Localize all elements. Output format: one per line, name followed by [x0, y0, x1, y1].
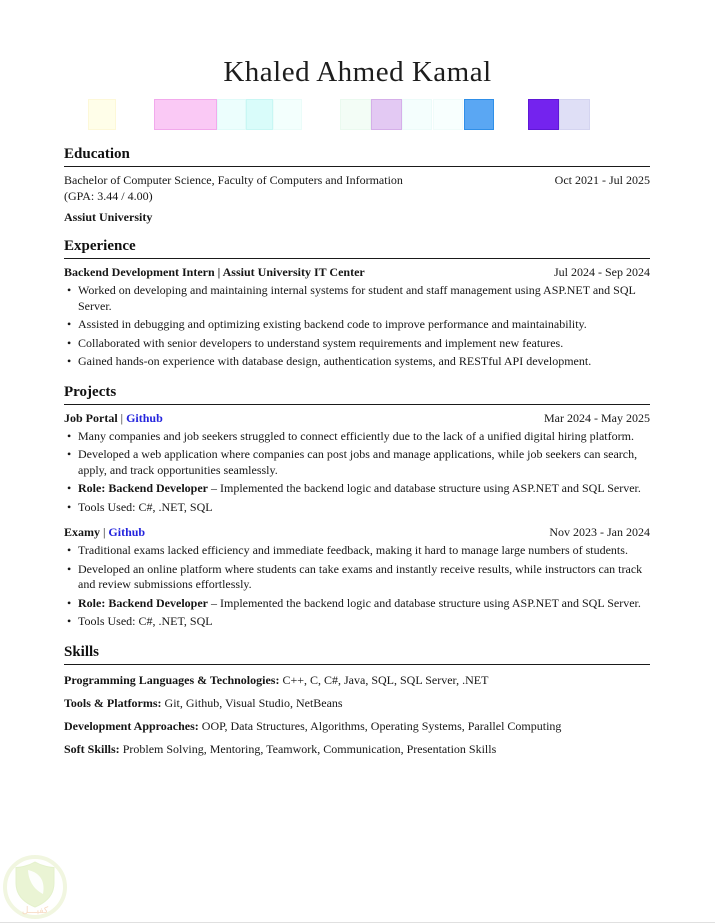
project-title-line: [64, 525, 145, 540]
kafeel-watermark-logo: [1, 853, 71, 923]
skill-row: [64, 719, 650, 734]
skill-row: [64, 696, 650, 711]
job-title: Backend Development Intern | Assiut University IT Center: [64, 265, 365, 279]
bullet-item: • Role: Backend Developer – Implemented the backend logic and database structure using ASP.NET and SQL Server.: [64, 596, 650, 612]
section-heading-skills: Skills: [64, 643, 650, 665]
university-name: Assiut University: [64, 210, 153, 224]
color-swatch: [154, 99, 217, 130]
skill-label: Development Approaches:: [64, 718, 199, 733]
color-swatch: [402, 99, 432, 130]
color-swatch: [217, 99, 246, 130]
education-date-range: Oct 2021 - Jul 2025: [554, 173, 650, 187]
pipe-separator: |: [120, 410, 124, 425]
bullet-item: • Traditional exams lacked efficiency and immediate feedback, making it hard to manage large numbers of students.: [64, 543, 650, 559]
skill-value: Git, Github, Visual Studio, NetBeans: [161, 695, 343, 710]
skill-label: Soft Skills:: [64, 741, 120, 756]
bullet-item: • Worked on developing and maintaining internal systems for student and staff management using ASP.NET and SQL Server.: [64, 283, 650, 314]
experience-entry-header: [64, 265, 650, 280]
skill-label: Tools & Platforms:: [64, 695, 162, 710]
bullet-item: • Tools Used: C#, .NET, SQL: [64, 614, 650, 630]
resume-body: [64, 145, 650, 757]
project-title: Job Portal: [64, 410, 118, 425]
project-date-range: Nov 2023 - Jan 2024: [549, 525, 650, 539]
page-title: Khaled Ahmed Kamal: [223, 56, 492, 88]
color-swatch: [464, 99, 494, 130]
section-heading-experience: Experience: [64, 237, 650, 259]
section-heading-projects: Projects: [64, 383, 650, 405]
project-bullet-list: [64, 543, 650, 630]
color-swatch: [246, 99, 273, 130]
color-swatch: [340, 99, 371, 130]
skill-label: Programming Languages & Technologies:: [64, 672, 280, 687]
gpa-text: (GPA: 3.44 / 4.00): [64, 189, 153, 203]
project-title: Examy: [64, 525, 100, 539]
highlight-color-strip: [0, 99, 715, 130]
color-swatch: [88, 99, 116, 130]
bullet-item: • Many companies and job seekers struggled to connect efficiently due to the lack of a unified digital hiring platform.: [64, 429, 650, 445]
color-swatch: [528, 99, 559, 130]
skill-value: C++, C, C#, Java, SQL, SQL Server, .NET: [279, 672, 489, 687]
project-bullet-list: [64, 429, 650, 516]
bullet-item: • Developed a web application where companies can post jobs and manage applications, while job seekers can search, apply, and track opportunities seamlessly.: [64, 447, 650, 478]
bullet-item: • Tools Used: C#, .NET, SQL: [64, 500, 650, 516]
project-title-line: [64, 411, 163, 426]
project-entry-header-job-portal: [64, 411, 650, 426]
color-swatch: [559, 99, 590, 130]
experience-bullet-list: [64, 283, 650, 370]
color-swatch: [433, 99, 463, 130]
github-link[interactable]: Github: [108, 525, 146, 539]
bullet-item: • Collaborated with senior developers to understand system requirements and implement new features.: [64, 336, 650, 352]
watermark-arabic-text: كفيـــل: [21, 906, 49, 916]
bullet-item: • Assisted in debugging and optimizing existing backend code to improve performance and maintainability.: [64, 317, 650, 333]
pipe-separator: |: [103, 525, 106, 539]
experience-date-range: Jul 2024 - Sep 2024: [554, 265, 650, 279]
bullet-item: • Gained hands-on experience with database design, authentication systems, and RESTful API development.: [64, 354, 650, 370]
bullet-item: • Role: Backend Developer – Implemented the backend logic and database structure using ASP.NET and SQL Server.: [64, 481, 650, 497]
github-link[interactable]: Github: [126, 410, 163, 425]
skill-value: OOP, Data Structures, Algorithms, Operating Systems, Parallel Computing: [198, 718, 562, 733]
project-entry-header-examy: [64, 525, 650, 540]
degree-text: Bachelor of Computer Science, Faculty of Computers and Information: [64, 173, 403, 187]
project-date-range: Mar 2024 - May 2025: [544, 410, 650, 425]
education-entry: [64, 173, 650, 188]
skill-value: Problem Solving, Mentoring, Teamwork, Communication, Presentation Skills: [119, 741, 497, 756]
section-heading-education: Education: [64, 145, 650, 167]
skill-row: [64, 742, 650, 757]
color-swatch: [273, 99, 302, 130]
color-swatch: [371, 99, 402, 130]
skill-row: [64, 673, 650, 688]
bullet-item: • Developed an online platform where students can take exams and instantly receive results, while instructors can track and review submissions effortlessly.: [64, 562, 650, 593]
